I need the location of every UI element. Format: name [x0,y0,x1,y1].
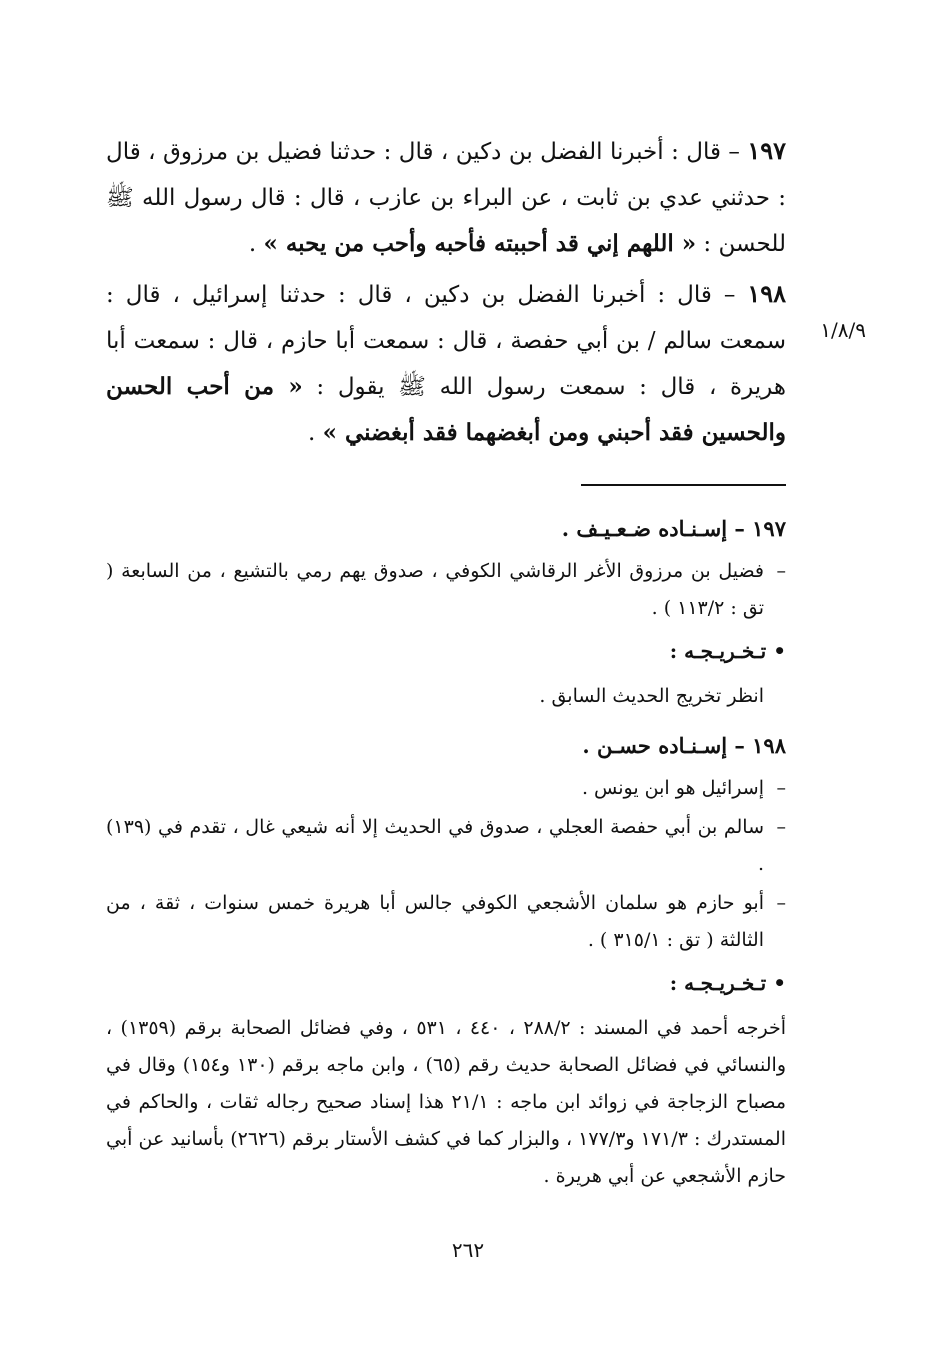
hadith-end: . [307,420,323,446]
dash-bullet: – [776,892,786,914]
note-text: أبو حازم هو سلمان الأشجعي الكوفي جالس أبا هريرة خمس سنوات ، ثقة ، من الثالثة ( تق : ٣١٥/١ ) . [106,892,764,951]
hadith-198 [106,271,786,456]
note-198-heading: ١٩٨ – إسـنـاده حسـن . [582,733,786,758]
dash-bullet: – [776,816,786,838]
note-text: فضيل بن مرزوق الأغر الرقاشي الكوفي ، صدوق يهم رمي بالتشيع ، من السابعة ( تق : ١١٣/٢ ) . [106,560,764,619]
note-item [106,809,786,883]
takhrij-heading: • تـخـريـجـه : [669,639,786,663]
manuscript-folio-ref: ١/٨/٩ [820,318,866,342]
note-item [106,770,786,807]
dash-bullet: – [776,560,786,582]
note-text: إسرائيل هو ابن يونس . [581,777,764,799]
hadith-197 [106,128,786,267]
takhrij-text: انظر تخريج الحديث السابق . [539,685,764,707]
hadith-quote: « من أحب الحسن والحسين فقد أحبني ومن أبغضهما فقد أبغضني » [106,373,786,446]
hadith-quote: « اللهم إني قد أحببته فأحبه وأحب من يحبه » [263,230,697,257]
dash-bullet: – [776,777,786,799]
hadith-chain: – قال : أخبرنا الفضل بن دكين ، قال : حدثنا فضيل بن مرزوق ، قال : حدثني عدي بن ثابت ، عن البراء بن عازب ، قال : قال رسول الله ﷺ للحسن : [106,139,786,257]
page-number: ٢٦٢ [451,1238,485,1262]
main-text [106,128,786,460]
hadith-number: ١٩٨ [747,279,786,308]
note-item [106,885,786,959]
hadith-number: ١٩٧ [747,136,786,165]
takhrij-text: أخرجه أحمد في المسند : ٢٨٨/٢ ، ٤٤٠ ، ٥٣١ ، وفي فضائل الصحابة برقم (١٣٥٩) ، والنسائي في فضائل الصحابة حديث رقم (٦٥) ، وابن ماجه برقم (١٣٠ و١٥٤) وقال في مصباح الزجاجة في زوائد ابن ماجه : ٢١/١ هذا إسناد صحيح رجاله ثقات ، والحاكم في المستدرك : ١٧١/٣ و١٧٧/٣ ، والبزار كما في كشف الأستار برقم (٢٦٢٦) بأسانيد عن أبي حازم الأشجعي عن أبي هريرة . [106,1017,787,1187]
note-text: سالم بن أبي حفصة العجلي ، صدوق في الحديث إلا أنه شيعي غال ، تقدم في (١٣٩) . [106,816,764,875]
hadith-chain: – قال : أخبرنا الفضل بن دكين ، قال : حدثنا إسرائيل ، قال : سمعت سالم / بن أبي حفصة ، قال : سمعت أبا حازم ، قال : سمعت أبا هريرة ، قال : سمعت رسول الله ﷺ يقول : [106,282,786,400]
footnotes [106,510,786,1195]
note-197-heading: ١٩٧ – إسـنـاده ضـعـيـف . [561,516,786,541]
footnote-divider [581,484,786,486]
note-item [106,553,786,627]
hadith-end: . [248,231,264,257]
takhrij-heading: • تـخـريـجـه : [669,971,786,995]
